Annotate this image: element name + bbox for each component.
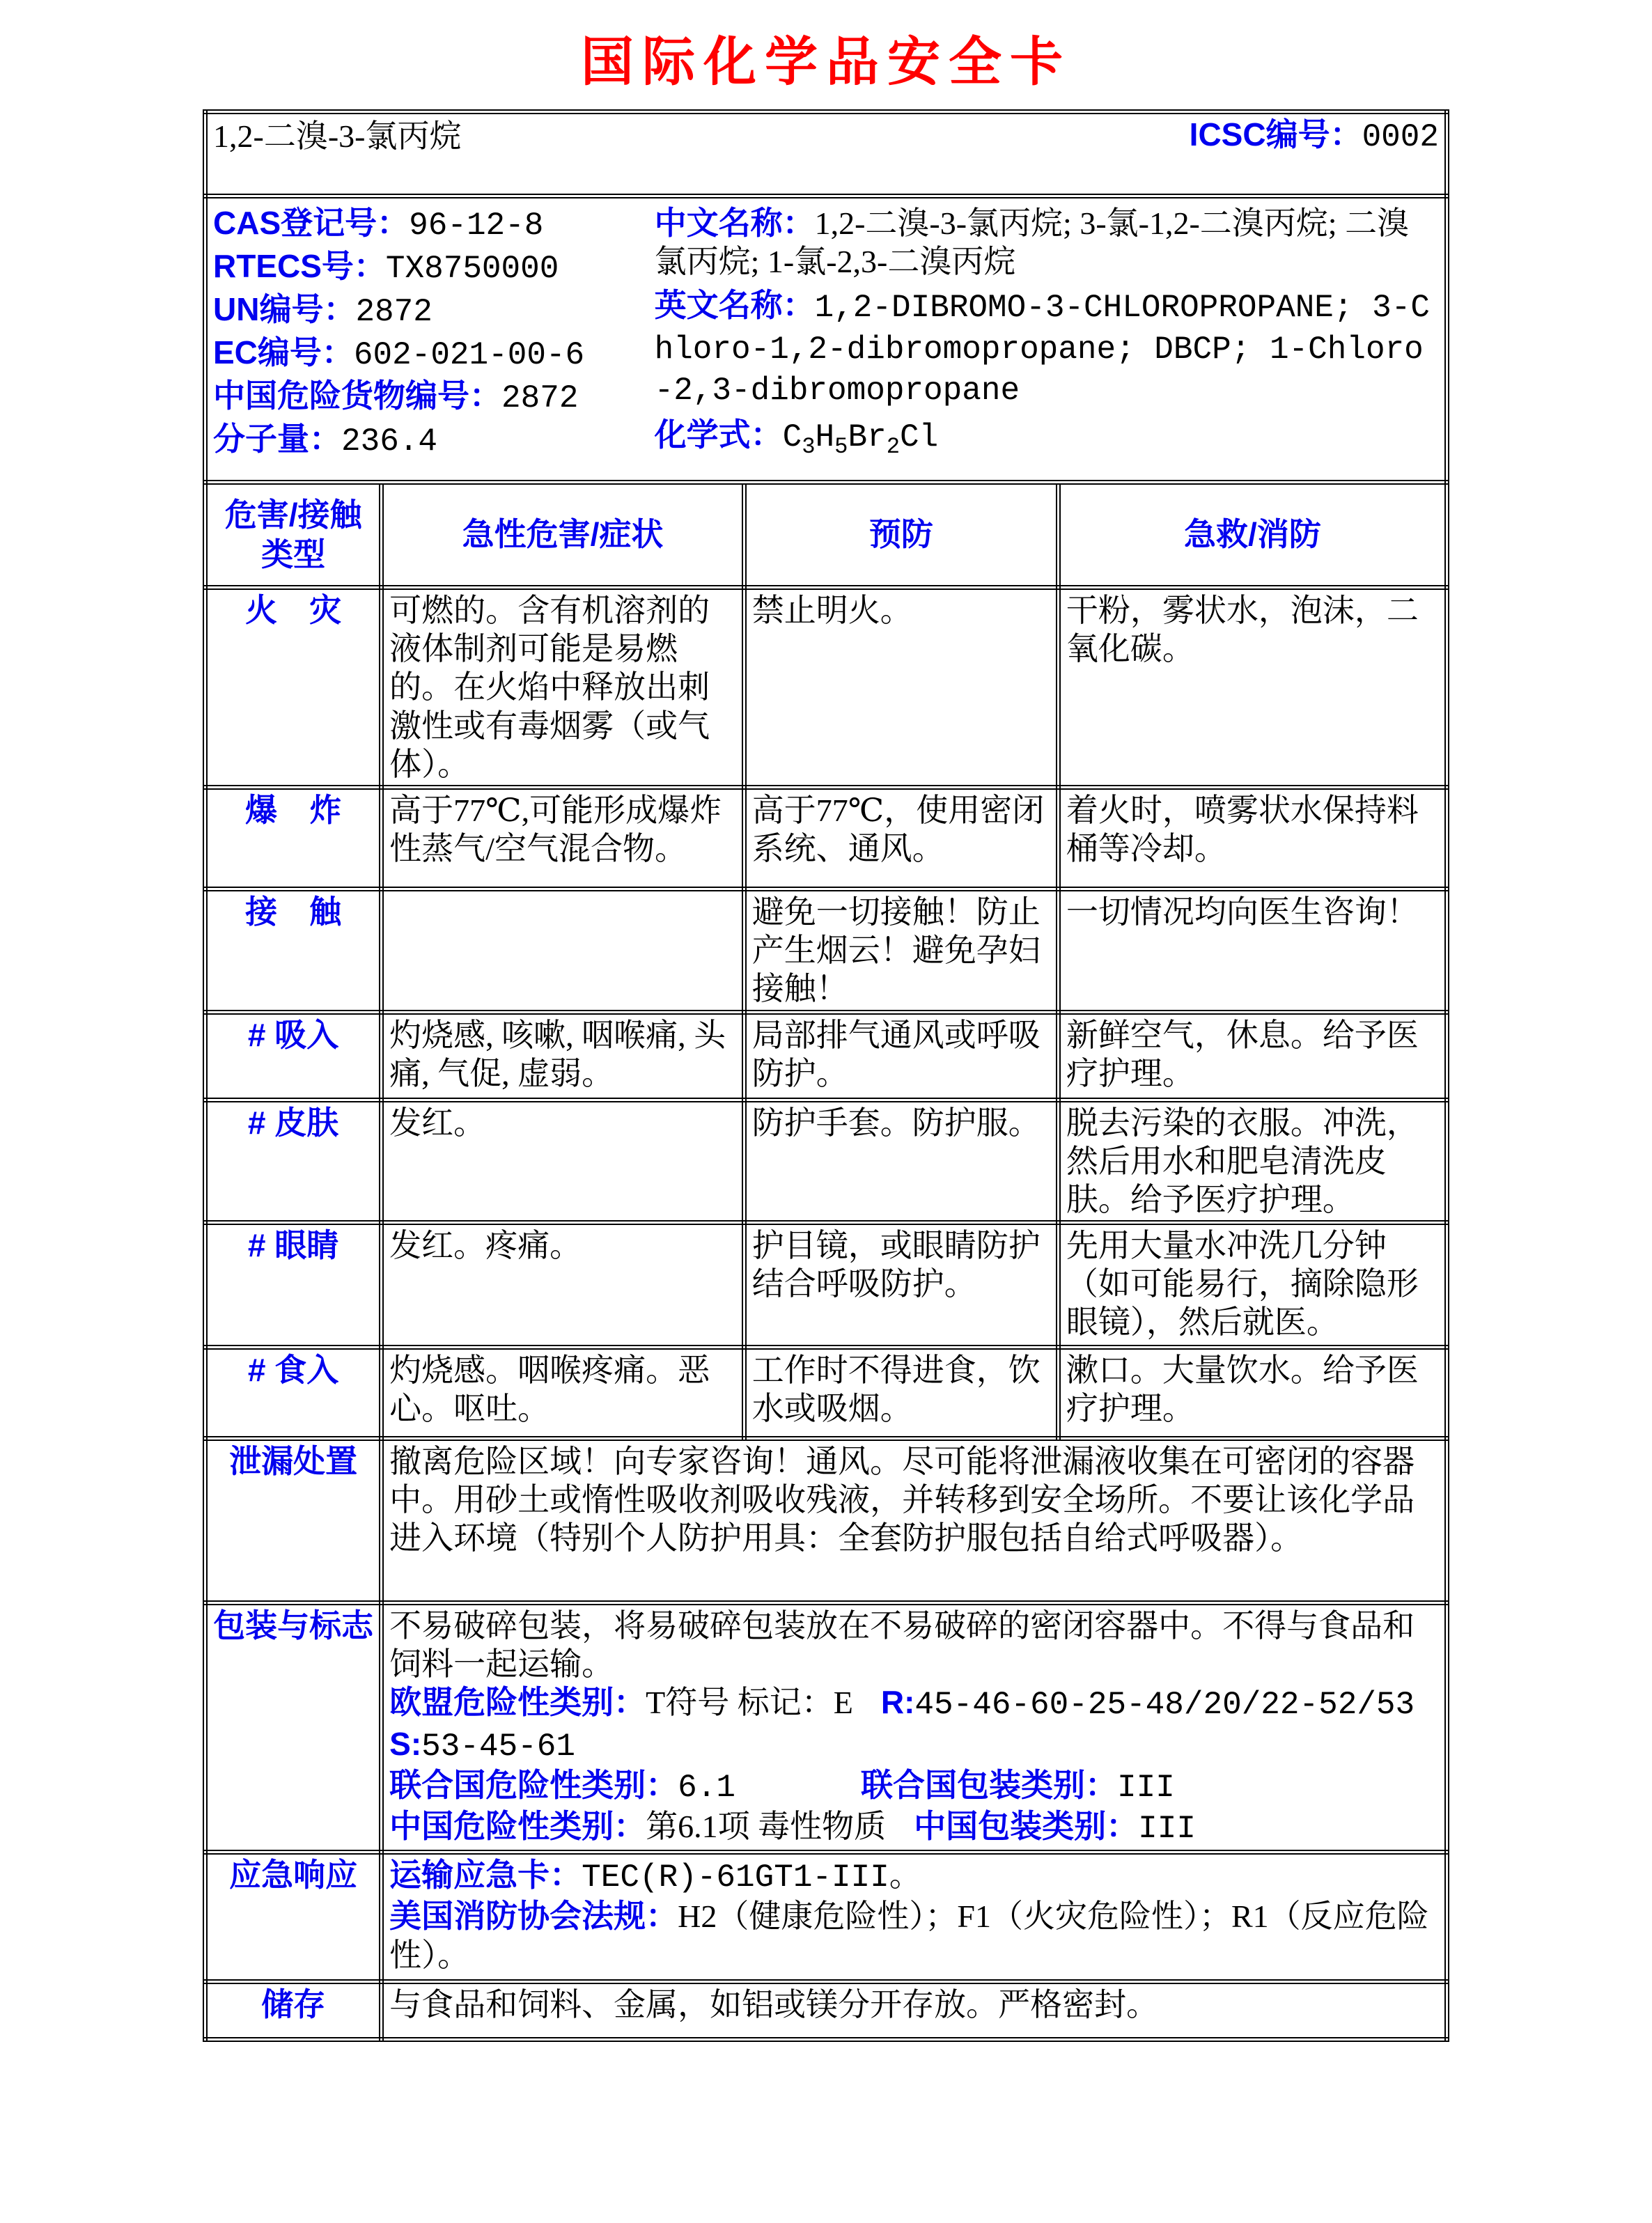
- hazard-row-eyes: # 眼睛 发红。疼痛。 护目镜，或眼睛防护结合呼吸防护。 先用大量水冲洗几分钟（如可能易行，摘除隐形眼镜），然后就医。: [205, 1223, 1447, 1348]
- identification-names: [655, 200, 1439, 465]
- hazard-row-fire: 火 灾 可燃的。含有机溶剂的液体制剂可能是易燃的。在火焰中释放出刺激性或有毒烟雾（或气体）。 禁止明火。 干粉，雾状水，泡沫，二氧化碳。: [205, 588, 1447, 788]
- english-name: 英文名称：1,2-DIBROMO-3-CHLOROPROPANE; 3-Chloro-1,2-dibromopropane; DBCP; 1-Chloro-2,3-dibromopropane: [654, 287, 1430, 409]
- contact-response: 一切情况均向医生咨询！: [1058, 889, 1447, 1012]
- ingestion-response: 漱口。大量饮水。给予医疗护理。: [1058, 1348, 1447, 1439]
- china-dangerous-goods-number: 中国危险货物编号：2872: [213, 377, 579, 416]
- packaging-cn-class: 中国危险性类别：第6.1项 毒性物质 中国包装类别：III: [389, 1808, 1196, 1847]
- fire-symptoms: 可燃的。含有机溶剂的液体制剂可能是易燃的。在火焰中释放出刺激性或有毒烟雾（或气体）。: [382, 588, 745, 788]
- inhalation-response: 新鲜空气，休息。给予医疗护理。: [1058, 1012, 1447, 1100]
- eyes-response: 先用大量水冲洗几分钟（如可能易行，摘除隐形眼镜），然后就医。: [1058, 1223, 1447, 1348]
- hazard-row-inhalation: # 吸入 灼烧感, 咳嗽, 咽喉痛, 头痛, 气促, 虚弱。 局部排气通风或呼吸防护。 新鲜空气，休息。给予医疗护理。: [205, 1012, 1447, 1100]
- fire-prevention: 禁止明火。: [744, 588, 1058, 788]
- chinese-name: 中文名称：1,2-二溴-3-氯丙烷; 3-氯-1,2-二溴丙烷; 二溴氯丙烷; 1-氯-2,3-二溴丙烷: [654, 205, 1410, 280]
- un-number: UN编号：2872: [213, 290, 433, 330]
- explosion-response: 着火时，喷雾状水保持料桶等冷却。: [1058, 787, 1447, 889]
- molecular-weight: 分子量：236.4: [213, 420, 438, 460]
- hazard-row-ingestion: # 食入 灼烧感。咽喉疼痛。恶心。呕吐。 工作时不得进食，饮水或吸烟。 漱口。大量饮水。给予医疗护理。: [205, 1348, 1447, 1439]
- contact-symptoms: [382, 889, 745, 1012]
- storage-row: 储存 与食品和饲料、金属，如铝或镁分开存放。严格密封。: [205, 1982, 1447, 2040]
- emergency-nfpa: 美国消防协会法规：H2（健康危险性）；F1（火灾危险性）；R1（反应危险性）。: [389, 1898, 1429, 1973]
- identification-ids: [213, 200, 655, 465]
- eyes-prevention: 护目镜，或眼睛防护结合呼吸防护。: [744, 1223, 1058, 1348]
- packaging-text: [382, 1603, 1447, 1852]
- inhalation-prevention: 局部排气通风或呼吸防护。: [744, 1012, 1058, 1100]
- page-title: 国际化学品安全卡: [581, 33, 1071, 92]
- safety-card-table: [203, 109, 1449, 2042]
- emergency-tec: 运输应急卡：TEC(R)-61GT1-III。: [389, 1857, 921, 1896]
- packaging-s-phrases: S:53-45-61: [389, 1725, 576, 1765]
- header-symptoms: 急性危害/症状: [382, 483, 745, 588]
- name-row: [205, 112, 1447, 196]
- storage-text: 与食品和饲料、金属，如铝或镁分开存放。严格密封。: [382, 1982, 1447, 2040]
- hazard-table-header: [205, 483, 1447, 588]
- header-hazard-type: 危害/接触 类型: [205, 483, 382, 588]
- packaging-un-class: 联合国危险性类别：6.1 联合国包装类别：III: [389, 1766, 1175, 1806]
- ingestion-symptoms: 灼烧感。咽喉疼痛。恶心。呕吐。: [382, 1348, 745, 1439]
- rtecs-number: RTECS号：TX8750000: [213, 247, 559, 287]
- ingestion-prevention: 工作时不得进食，饮水或吸烟。: [744, 1348, 1058, 1439]
- emergency-row: 应急响应 运输应急卡：TEC(R)-61GT1-III。 美国消防协会法规：H2（健康危险性）；F1（火灾危险性）；R1（反应危险性）。: [205, 1852, 1447, 1982]
- skin-response: 脱去污染的衣服。冲洗，然后用水和肥皂清洗皮肤。给予医疗护理。: [1058, 1100, 1447, 1223]
- header-prevention: 预防: [744, 483, 1058, 588]
- eyes-symptoms: 发红。疼痛。: [382, 1223, 745, 1348]
- packaging-transport-note: 不易破碎包装，将易破碎包装放在不易破碎的密闭容器中。不得与食品和饲料一起运输。: [389, 1608, 1415, 1683]
- skin-prevention: 防护手套。防护服。: [744, 1100, 1058, 1223]
- icsc-number: [1190, 116, 1439, 157]
- cas-number: CAS登记号：96-12-8: [213, 205, 544, 244]
- header-first-aid: 急救/消防: [1058, 483, 1447, 588]
- hazard-row-skin: # 皮肤 发红。 防护手套。防护服。 脱去污染的衣服。冲洗，然后用水和肥皂清洗皮肤。给予医疗护理。: [205, 1100, 1447, 1223]
- contact-prevention: 避免一切接触！防止产生烟云！避免孕妇接触！: [744, 889, 1058, 1012]
- fire-response: 干粉，雾状水，泡沫，二氧化碳。: [1058, 588, 1447, 788]
- hazard-row-explosion: 爆 炸 高于77℃,可能形成爆炸性蒸气/空气混合物。 高于77℃，使用密闭系统、通风。 着火时，喷雾状水保持料桶等冷却。: [205, 787, 1447, 889]
- chemical-name: 1,2-二溴-3-氯丙烷: [213, 118, 462, 154]
- packaging-eu-class: 欧盟危险性类别：T符号 标记：E R:45-46-60-25-48/20/22-52/53: [389, 1684, 1415, 1724]
- emergency-text: [382, 1852, 1447, 1982]
- explosion-symptoms: 高于77℃,可能形成爆炸性蒸气/空气混合物。: [382, 787, 745, 889]
- spillage-row: 泄漏处置 撤离危险区域！向专家咨询！通风。尽可能将泄漏液收集在可密闭的容器中。用砂土或惰性吸收剂吸收残液，并转移到安全场所。不要让该化学品进入环境（特别个人防护用具：全套防护服包括自给式呼吸器）。: [205, 1439, 1447, 1603]
- identification-row: [205, 196, 1447, 483]
- spillage-text: 撤离危险区域！向专家咨询！通风。尽可能将泄漏液收集在可密闭的容器中。用砂土或惰性吸收剂吸收残液，并转移到安全场所。不要让该化学品进入环境（特别个人防护用具：全套防护服包括自给式呼吸器）。: [382, 1439, 1447, 1603]
- ec-number: EC编号：602-021-00-6: [213, 334, 585, 373]
- chemical-formula: 化学式：$C_3H_5Br_2Cl$: [654, 416, 939, 460]
- packaging-row: 包装与标志 不易破碎包装，将易破碎包装放在不易破碎的密闭容器中。不得与食品和饲料一起运输。 欧盟危险性类别：T符号 标记：E R:45-46-60-25-48/20/22-52/53 S:53-45-61 联合国危险性类别：6.1 联合国包装类别：III 中国危险性类别：第6.1项 毒性物质 中国包装类别：III: [205, 1603, 1447, 1852]
- icsc-value: 0002: [1362, 119, 1439, 155]
- skin-symptoms: 发红。: [382, 1100, 745, 1223]
- chemical-formula-value: $C_3H_5Br_2Cl$: [782, 419, 939, 460]
- inhalation-symptoms: 灼烧感, 咳嗽, 咽喉痛, 头痛, 气促, 虚弱。: [382, 1012, 745, 1100]
- hazard-row-contact: 接 触 避免一切接触！防止产生烟云！避免孕妇接触！ 一切情况均向医生咨询！: [205, 889, 1447, 1012]
- icsc-label: ICSC编号：: [1189, 116, 1362, 153]
- explosion-prevention: 高于77℃，使用密闭系统、通风。: [744, 787, 1058, 889]
